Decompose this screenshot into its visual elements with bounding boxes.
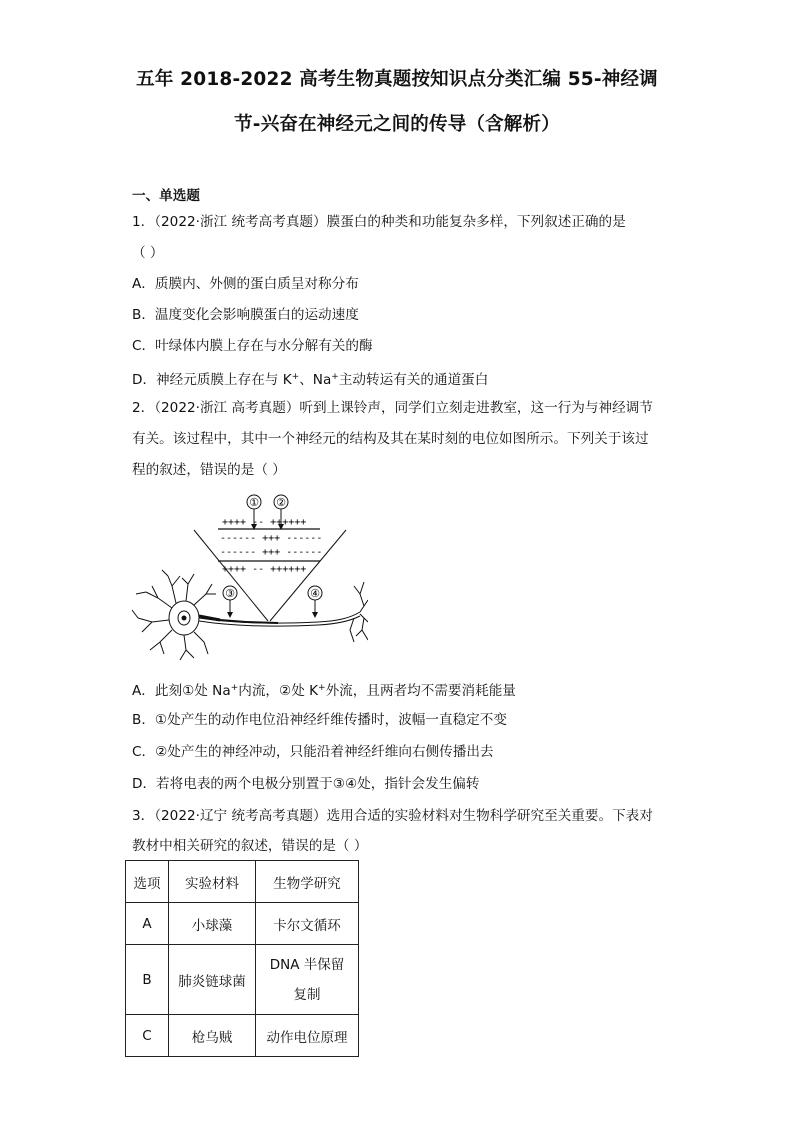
potential-row-3: ------ +++ ------	[220, 547, 323, 558]
q2-option-a-part: A．此刻①处 Na	[132, 683, 231, 699]
neuron-potential-figure	[128, 490, 368, 670]
q1-option-b: B．温度变化会影响膜蛋白的运动速度	[132, 307, 359, 323]
arrow-4-head	[312, 612, 318, 618]
superscript: +	[230, 683, 239, 693]
table-cell: B	[126, 945, 169, 1015]
table-cell	[256, 945, 359, 1015]
table-cell: 小球藻	[169, 903, 256, 945]
q1-option-c: C．叶绿体内膜上存在与水分解有关的酶	[132, 338, 373, 354]
q3-stem-line-2: 教材中相关研究的叙述，错误的是（ ）	[132, 838, 368, 854]
q2-stem-line-1: 2．（2022·浙江 高考真题）听到上课铃声，同学们立刻走进教室，这一行为与神经调节	[132, 400, 653, 416]
q2-option-a-part: 内流，②处 K	[238, 683, 319, 699]
table-header-cell: 选项	[126, 861, 169, 903]
q2-option-a-part: 外流，且两者均不需要消耗能量	[325, 683, 516, 699]
potential-row-4: ++++ -- ++++++	[222, 564, 307, 575]
table-header-row	[126, 861, 359, 903]
q1-stem-line-1: 1．（2022·浙江 统考高考真题）膜蛋白的种类和功能复杂多样，下列叙述正确的是	[132, 214, 626, 230]
potential-row-1: ++++ -- ++++++	[222, 517, 307, 528]
table-header-cell: 实验材料	[169, 861, 256, 903]
table-cell: 肺炎链球菌	[169, 945, 256, 1015]
q1-stem-line-2: （ ）	[132, 245, 164, 261]
q2-option-d: D．若将电表的两个电极分别置于③④处，指针会发生偏转	[132, 776, 480, 792]
experiment-table	[125, 860, 359, 1057]
table-cell: 卡尔文循环	[256, 903, 359, 945]
document-title-line-2: 节-兴奋在神经元之间的传导（含解析）	[234, 114, 560, 135]
q1-option-d-part: 主动转运有关的通道蛋白	[338, 372, 489, 388]
marker-4: ④	[310, 587, 320, 600]
q2-stem-line-3: 程的叙述，错误的是（ ）	[132, 462, 286, 478]
arrow-3-head	[227, 612, 233, 618]
table-header-cell: 生物学研究	[256, 861, 359, 903]
superscript: +	[291, 372, 300, 382]
marker-1: ①	[249, 496, 259, 509]
q2-option-b: B．①处产生的动作电位沿神经纤维传播时，波幅一直稳定不变	[132, 712, 507, 728]
marker-2: ②	[276, 496, 286, 509]
q1-option-d-part: D．神经元质膜上存在与 K	[132, 372, 292, 388]
q1-option-d-part: 、Na	[299, 372, 332, 388]
q1-option-a: A．质膜内、外侧的蛋白质呈对称分布	[132, 276, 359, 292]
superscript: +	[318, 683, 326, 693]
table-cell: 枪乌贼	[169, 1015, 256, 1057]
potential-row-2: ------ +++ ------	[220, 533, 323, 544]
superscript: +	[331, 372, 339, 382]
q2-option-c: C．②处产生的神经冲动，只能沿着神经纤维向右侧传播出去	[132, 744, 494, 760]
document-title-line-1: 五年 2018-2022 高考生物真题按知识点分类汇编 55-神经调	[136, 69, 658, 90]
table-row	[126, 945, 359, 1015]
marker-3: ③	[225, 587, 235, 600]
table-cell: 动作电位原理	[256, 1015, 359, 1057]
q1-option-d	[132, 367, 488, 390]
table-cell-line: DNA 半保留	[269, 956, 345, 973]
table-cell: C	[126, 1015, 169, 1057]
table-cell: A	[126, 903, 169, 945]
table-row	[126, 903, 359, 945]
table-row	[126, 1015, 359, 1057]
q2-option-a	[132, 678, 516, 701]
q2-stem-line-2: 有关。该过程中，其中一个神经元的结构及其在某时刻的电位如图所示。下列关于该过	[132, 431, 649, 447]
q3-stem-line-1: 3．（2022·辽宁 统考高考真题）选用合适的实验材料对生物科学研究至关重要。下表对	[132, 808, 653, 824]
section-heading: 一、单选题	[132, 188, 200, 204]
table-cell-line: 复制	[293, 986, 321, 1003]
neuron-drawing	[132, 570, 368, 660]
